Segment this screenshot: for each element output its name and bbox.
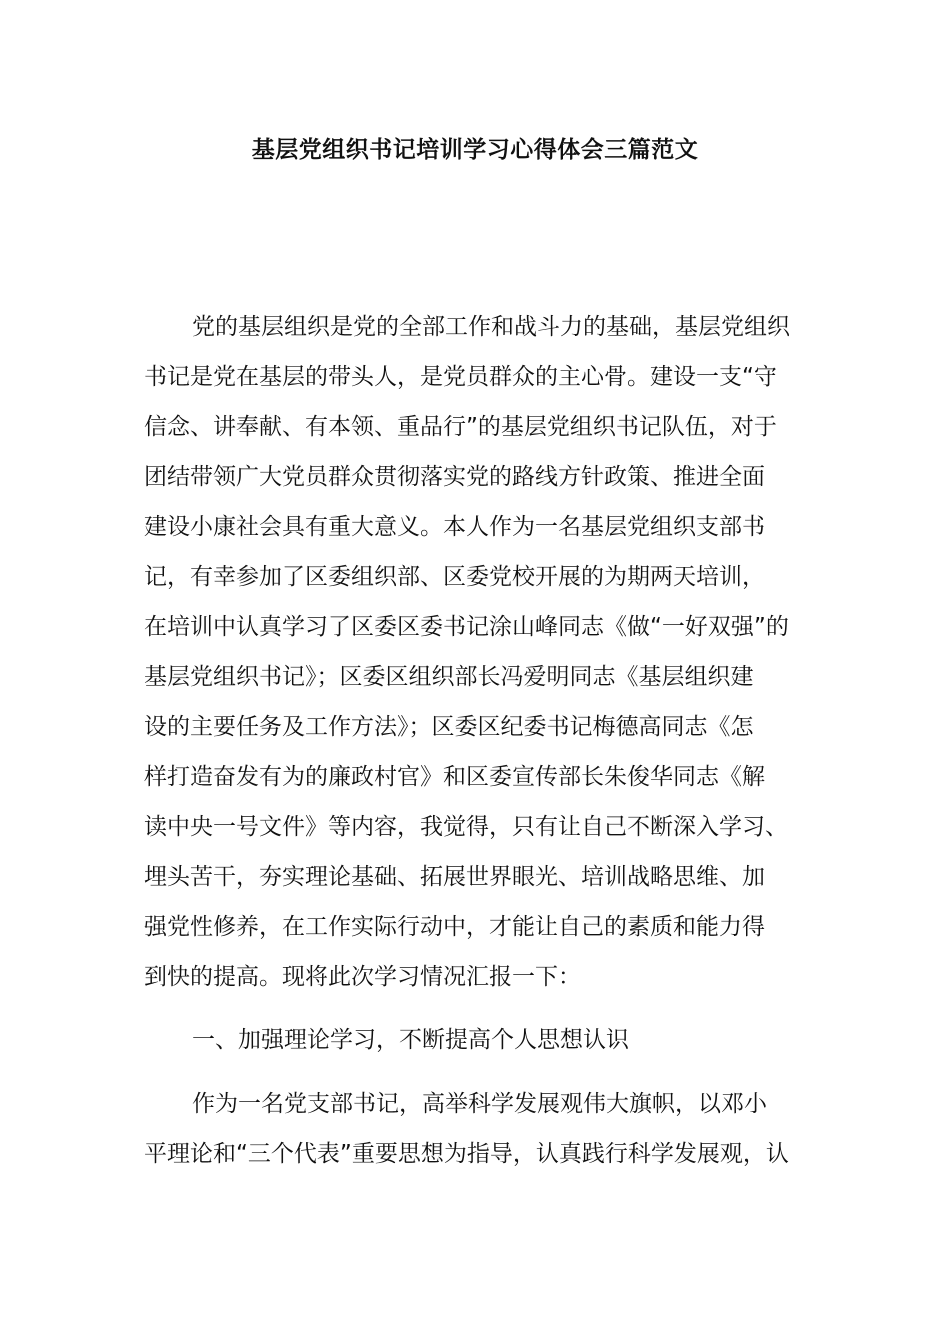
paragraph-line: 读中央一号文件》等内容，我觉得，只有让自己不断深入学习、 [144, 814, 788, 840]
document-title: 基层党组织书记培训学习心得体会三篇范文 [251, 137, 699, 163]
paragraph-line: 书记是党在基层的带头人，是党员群众的主心骨。建设一支“守 [144, 364, 777, 390]
paragraph-line: 样打造奋发有为的廉政村官》和区委宣传部长朱俊华同志《解 [144, 764, 765, 790]
paragraph-line: 强党性修养，在工作实际行动中，才能让自己的素质和能力得 [144, 914, 765, 940]
paragraph-line: 基层党组织书记》；区委区组织部长冯爱明同志《基层组织建 [144, 664, 754, 690]
section-heading: 一、加强理论学习，不断提高个人思想认识 [192, 1027, 629, 1053]
paragraph-line: 记，有幸参加了区委组织部、区委党校开展的为期两天培训， [144, 564, 765, 590]
paragraph-line: 作为一名党支部书记，高举科学发展观伟大旗帜，以邓小 [192, 1091, 767, 1117]
paragraph-line: 设的主要任务及工作方法》；区委区纪委书记梅德高同志《怎 [144, 714, 754, 740]
paragraph-line: 到快的提高。现将此次学习情况汇报一下： [144, 964, 581, 990]
paragraph-line: 在培训中认真学习了区委区委书记涂山峰同志《做“一好双强”的 [144, 614, 789, 640]
paragraph-line: 埋头苦干，夯实理论基础、拓展世界眼光、培训战略思维、加 [144, 864, 765, 890]
paragraph-line: 建设小康社会具有重大意义。本人作为一名基层党组织支部书 [144, 514, 765, 540]
paragraph-line: 团结带领广大党员群众贯彻落实党的路线方针政策、推进全面 [144, 464, 765, 490]
paragraph-line: 信念、讲奉献、有本领、重品行”的基层党组织书记队伍，对于 [144, 414, 777, 440]
paragraph-line: 平理论和“三个代表”重要思想为指导，认真践行科学发展观，认 [144, 1141, 789, 1167]
paragraph-line: 党的基层组织是党的全部工作和战斗力的基础，基层党组织 [192, 314, 790, 340]
